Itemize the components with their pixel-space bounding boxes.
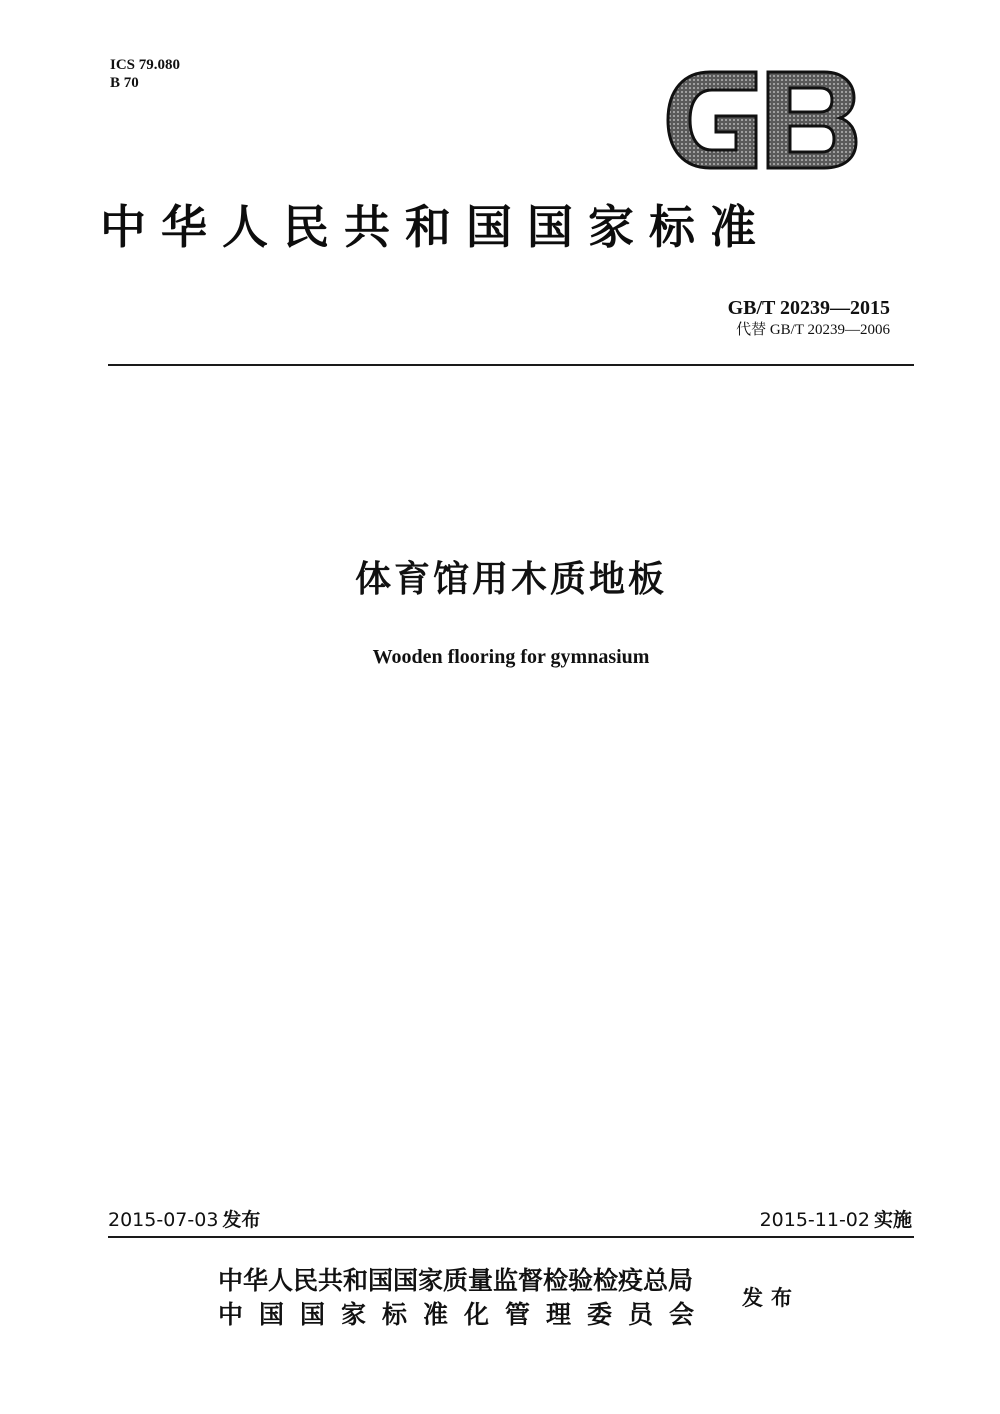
issue-date: 2015-07-03 (108, 1209, 219, 1231)
gb-logo (664, 66, 860, 174)
classification-codes (110, 56, 180, 92)
publish-label: 发布 (742, 1285, 800, 1310)
replaces-standard: 代替 GB/T 20239—2006 (736, 322, 890, 338)
issuer-aqsiq: 中华人民共和国国家质量监督检验检疫总局 (218, 1266, 694, 1295)
standard-number: GB/T 20239—2015 (727, 297, 890, 319)
national-standard-title: 中华人民共和国国家标准 (100, 200, 771, 254)
ics-code: ICS 79.080 (110, 57, 181, 73)
document-title-chinese: 体育馆用木质地板 (354, 559, 667, 600)
issuing-authorities (218, 1264, 738, 1332)
effective-label: 实施 (873, 1209, 912, 1231)
issue-label: 发布 (222, 1209, 261, 1231)
effective-date: 2015-11-02 (759, 1209, 870, 1231)
footer-divider (108, 1236, 914, 1238)
effective-date-line (600, 1206, 912, 1234)
issue-date-line (108, 1206, 260, 1234)
issuer-sac: 中国国家标准化管理委员会 (218, 1300, 711, 1329)
header-divider (108, 364, 914, 366)
ccs-code: B 70 (110, 75, 139, 91)
document-title-english: Wooden flooring for gymnasium (372, 646, 650, 668)
